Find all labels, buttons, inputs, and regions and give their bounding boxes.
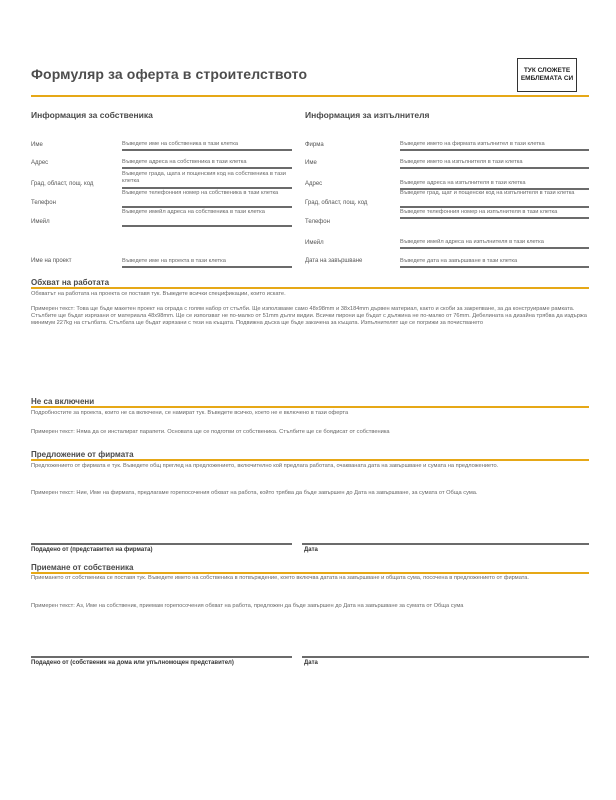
contractor-email-label: Имейл: [305, 240, 324, 246]
scope-example[interactable]: Примерен текст: Това ще бъде макетен проект на ограда с голям набор от стълби. Ще използваме само 48x98mm и 38x184mm дървен материал, както и скоби за закрепване, за да конструираме рамката. Стълбите ще бъдат изрязани от материала 48x98mm. Ще се използват не по-малко от 51mm дълги видии. Всички пирони ще бъдат с дължина не по-малко от 76mm. Дебелината на дизайна трябва да издържа минимум 227kg на стълбата. Стълбата ще бъдат изрязани с тези на къщата. Подвижна дъска ще бъде закачена за къщата. Изпълнителят ще се погрижи за почистването: [31, 306, 587, 326]
owner-section-heading: Информация за собственика: [31, 110, 153, 120]
not-included-intro[interactable]: Подробностите за проекта, които не са включени, се намират тук. Въведете всичко, което не е включено в тази оферта: [31, 410, 349, 416]
owner-name-field[interactable]: Въведете име на собственика в тази клетка: [122, 141, 292, 151]
owner-phone-field[interactable]: Въведете телефонния номер на собственика в тази клетка: [122, 190, 292, 208]
owner-name-label: Име: [31, 142, 43, 148]
logo-text: ТУК СЛОЖЕТЕ ЕМБЛЕМАТА СИ: [520, 67, 574, 82]
scope-heading: Обхват на работата: [31, 278, 110, 287]
firm-signature-label: Подадено от (представител на фирмата): [31, 547, 153, 553]
owner-signature-label: Подадено от (собственик на дома или упълномощен представител): [31, 660, 234, 666]
firm-date-label: Дата: [304, 547, 318, 553]
owner-city-label: Град, област, пощ. код: [31, 181, 94, 187]
contractor-email-field[interactable]: Въведете имейл адреса на изпълнителя в тази клетка: [400, 239, 589, 249]
firm-date-line[interactable]: [302, 543, 589, 545]
owner-acceptance-example[interactable]: Примерен текст: Аз, Име на собственик, приемам горепосочения обхват на работа, предложен да бъде завършен до Дата на завършване за сумата от Обща сума: [31, 603, 464, 609]
completion-date-field[interactable]: Въведете дата на завършване в тази клетка: [400, 258, 589, 268]
firm-proposal-example[interactable]: Примерен текст: Ние, Име на фирмата, предлагаме горепосочения обхват на работа, който трябва да бъде завършен до Дата на завършване, за сумата от Обща сума.: [31, 490, 478, 496]
contractor-firm-label: Фирма: [305, 142, 324, 148]
contractor-section-heading: Информация за изпълнителя: [305, 110, 430, 120]
project-name-field[interactable]: Въведете име на проекта в тази клетка: [122, 258, 292, 268]
owner-date-label: Дата: [304, 660, 318, 666]
owner-phone-label: Телефон: [31, 200, 56, 206]
owner-email-label: Имейл: [31, 219, 50, 225]
contractor-phone-field[interactable]: Въведете телефонния номер на изпълнителя в тази клетка: [400, 209, 589, 219]
scope-intro[interactable]: Обхватът на работата на проекта се поставя тук. Въведете всички спецификации, които искате.: [31, 291, 286, 297]
header-divider: [31, 95, 589, 97]
not-included-heading-block: [31, 397, 589, 406]
not-included-heading: Не са включени: [31, 397, 95, 406]
logo-placeholder: [517, 58, 577, 92]
project-name-label: Име на проект: [31, 258, 72, 264]
owner-city-field[interactable]: Въведете града, щата и пощенския код на собственика в тази клетка: [122, 171, 292, 189]
contractor-phone-label: Телефон: [305, 219, 330, 225]
owner-date-line[interactable]: [302, 656, 589, 658]
firm-proposal-divider: [31, 459, 589, 461]
page-title: Формуляр за оферта в строителството: [31, 66, 308, 82]
owner-address-field[interactable]: Въведете адреса на собственика в тази клетка: [122, 159, 292, 169]
firm-proposal-heading-block: [31, 450, 589, 459]
scope-heading-block: [31, 278, 589, 287]
owner-acceptance-heading-block: [31, 563, 589, 572]
owner-acceptance-divider: [31, 572, 589, 574]
contractor-city-field[interactable]: Въведете град, щат и пощенски код на изпълнителя в тази клетка: [400, 190, 589, 208]
completion-date-label: Дата на завършване: [305, 258, 363, 264]
owner-email-field[interactable]: Въведете имейл адреса на собственика в тази клетка: [122, 209, 292, 227]
firm-signature-line[interactable]: [31, 543, 292, 545]
owner-address-label: Адрес: [31, 160, 49, 166]
owner-signature-line[interactable]: [31, 656, 292, 658]
not-included-divider: [31, 406, 589, 408]
scope-divider: [31, 287, 589, 289]
firm-proposal-intro[interactable]: Предложението от фирмата е тук. Въведете общ преглед на предложението, включително кой предлага работата, очакваната дата на завършване и сумата на предложението.: [31, 463, 499, 469]
contractor-name-field[interactable]: Въведете името на изпълнителя в тази клетка: [400, 159, 589, 169]
owner-acceptance-heading: Приемане от собственика: [31, 563, 134, 572]
contractor-city-label: Град, област, пощ. код: [305, 200, 368, 206]
firm-proposal-heading: Предложение от фирмата: [31, 450, 134, 459]
contractor-address-label: Адрес: [305, 181, 323, 187]
contractor-firm-field[interactable]: Въведете името на фирмата изпълнител в тази клетка: [400, 141, 589, 151]
contractor-name-label: Име: [305, 160, 317, 166]
not-included-example[interactable]: Примерен текст: Няма да се инсталират парапети. Основата ще се подготви от собственика. Стълбите ще се боядисат от собственика: [31, 429, 390, 435]
owner-acceptance-intro[interactable]: Приемането от собственика се поставя тук. Въведете името на собственика в потвърждение, което включва датата на завършване и общата сума, посочена в предложението от фирмата.: [31, 575, 530, 581]
contractor-address-field[interactable]: Въведете адреса на изпълнителя в тази клетка: [400, 180, 589, 190]
